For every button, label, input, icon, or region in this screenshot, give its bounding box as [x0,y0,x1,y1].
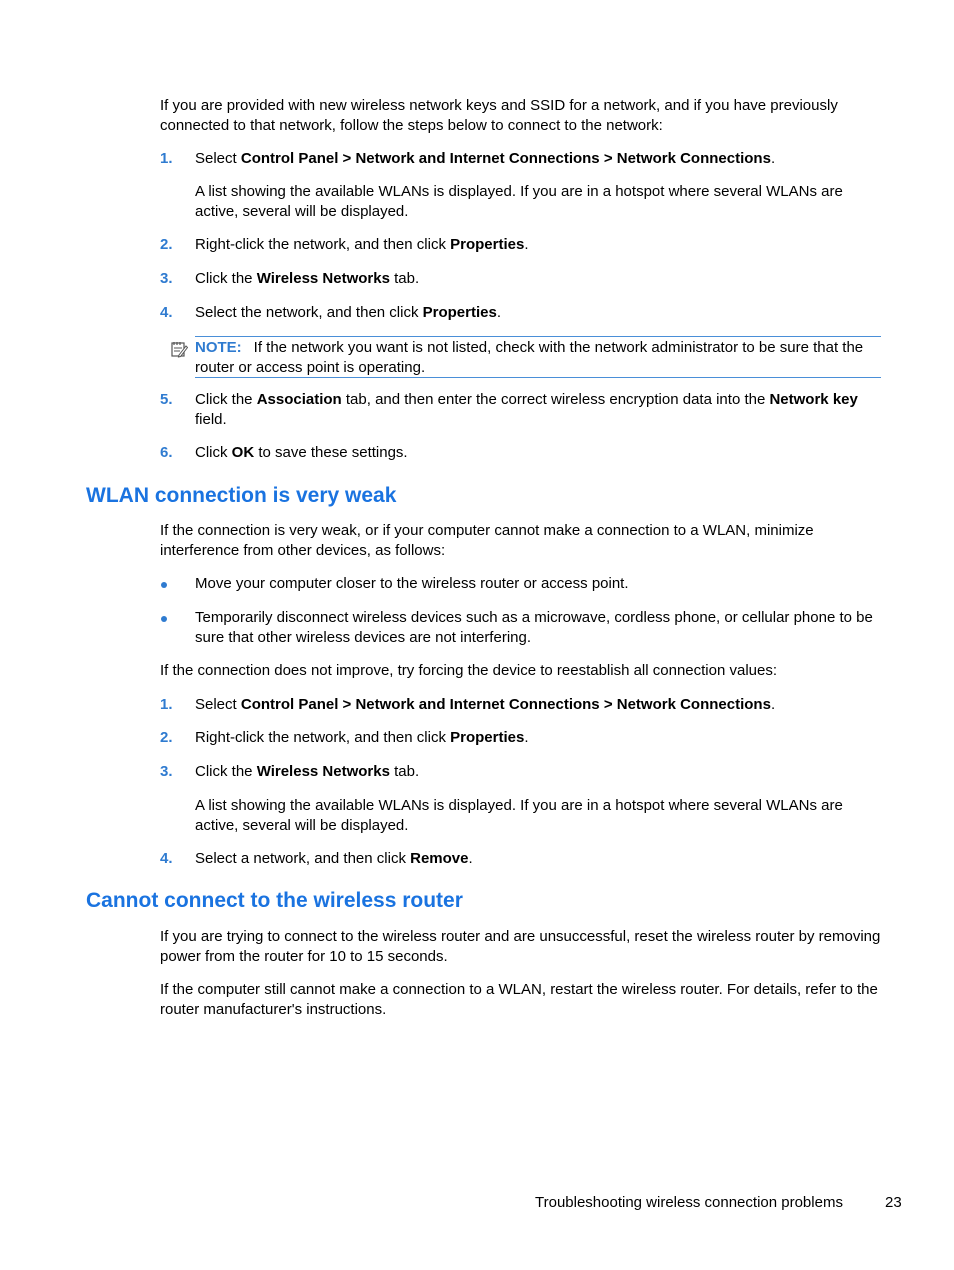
step-text: tab, and then enter the correct wireless encryption data into the [341,391,770,408]
footer-title: Troubleshooting wireless connection problems [535,1194,843,1211]
step-text: Right-click the network, and then click [195,729,451,746]
step-text: Right-click the network, and then click [195,236,451,253]
page-number: 23 [885,1194,902,1211]
step-3-description: A list showing the available WLANs is displayed. If you are in a hotspot where several WLANs are active, several will be displayed. [195,797,843,834]
step-5 [195,390,885,429]
paragraph: If you are trying to connect to the wireless router and are unsuccessful, reset the wireless router by removing power from the router for 10 to 15 seconds. [160,928,881,965]
paragraph: If the computer still cannot make a connection to a WLAN, restart the wireless router. For details, refer to the router manufacturer's instructions. [160,981,878,1018]
step-4 [195,849,885,869]
step-number: 2. [160,729,173,746]
step-3 [195,762,885,782]
step-text: field. [195,410,227,428]
note-pad-icon [170,340,188,358]
step-text: . [770,696,776,713]
step-text: Click the [195,391,257,408]
step-text: . [770,150,776,167]
bullet-item: Move your computer closer to the wireless router or access point. [195,575,629,592]
step-number: 6. [160,444,173,461]
bullet-dot [161,616,167,622]
step-text: . [524,729,529,746]
section-heading: Cannot connect to the wireless router [86,889,463,912]
note-box [195,336,881,378]
step-text: Select [195,150,241,167]
step-1 [195,149,885,169]
bullet-dot [161,582,167,588]
step-2 [195,728,885,748]
step-6 [195,443,885,463]
step-text: Click the [195,763,257,780]
section-heading: WLAN connection is very weak [86,484,397,507]
step-text: tab. [389,763,420,780]
ui-term: Wireless Networks [256,763,390,780]
ui-term: Network key [769,391,858,408]
ui-term: Wireless Networks [256,270,390,287]
menu-path: Control Panel > Network and Internet Connections > Network Connections [240,696,771,713]
note-content [195,338,881,377]
step-text: Select [195,696,241,713]
step-text: Select a network, and then click [195,850,411,867]
step-number: 1. [160,150,173,167]
note-label: NOTE: [195,339,242,356]
step-text: to save these settings. [254,444,408,461]
step-number: 4. [160,850,173,867]
step-text: . [496,304,501,321]
ui-term: Association [256,391,342,408]
step-number: 3. [160,270,173,287]
ui-term: OK [231,444,255,461]
ui-term: Remove [410,850,469,867]
paragraph: If the connection does not improve, try forcing the device to reestablish all connection values: [160,662,778,679]
step-number: 4. [160,304,173,321]
menu-path: Control Panel > Network and Internet Connections > Network Connections [240,150,771,167]
step-number: 1. [160,696,173,713]
step-3 [195,269,885,289]
step-text: . [468,850,473,867]
step-4 [195,303,885,323]
step-2 [195,235,885,255]
step-number: 5. [160,391,173,408]
ui-term: Properties [422,304,497,321]
step-text: Select the network, and then click [195,304,423,321]
intro-paragraph: If you are provided with new wireless network keys and SSID for a network, and if you have previously connected to that network, follow the steps below to connect to the network: [160,97,838,134]
step-text: . [524,236,529,253]
step-text: Click the [195,270,257,287]
note-text: If the network you want is not listed, check with the network administrator to be sure that the router or access point is operating. [195,339,864,376]
step-1 [195,695,885,715]
ui-term: Properties [450,236,525,253]
bullet-item: Temporarily disconnect wireless devices such as a microwave, cordless phone, or cellular phone to be sure that other wireless devices are not interfering. [195,609,873,646]
step-number: 2. [160,236,173,253]
ui-term: Properties [450,729,525,746]
step-text: Click [195,444,232,461]
step-number: 3. [160,763,173,780]
section-intro: If the connection is very weak, or if your computer cannot make a connection to a WLAN, minimize interference from other devices, as follows: [160,522,814,559]
step-1-description: A list showing the available WLANs is displayed. If you are in a hotspot where several WLANs are active, several will be displayed. [195,183,843,220]
step-text: tab. [389,270,420,287]
